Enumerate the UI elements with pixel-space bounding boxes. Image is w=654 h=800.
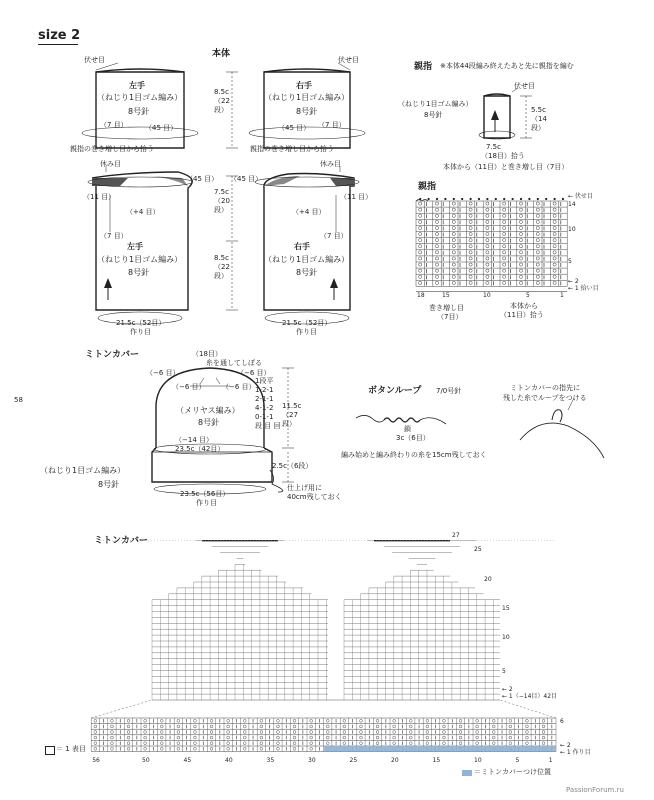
left-pickup-note: 親指の巻き増し目から拾う (70, 145, 154, 153)
cover-dec-5: 0-1-1 (255, 413, 274, 421)
dim-bot: 8.5c（22段） (214, 254, 230, 280)
cover-rib-h: 2.5c（6段） (272, 462, 313, 470)
thumb-from-st: （11目）拾う (500, 311, 544, 319)
thumb-row14: 14 (568, 201, 576, 208)
cover-dec14: （−14 目） (175, 436, 213, 444)
loop-tip-note2: 残した糸でループをつける (503, 394, 587, 402)
right-top-pattern: （ねじり1目ゴム編み） (264, 93, 350, 102)
left-top-name: 左手 (129, 81, 145, 90)
dim-top: 8.5c（22段） (214, 88, 230, 114)
thumb-width: 7.5c (486, 143, 501, 151)
cover-rib-pattern: （ねじり1目ゴム編み） (40, 466, 126, 475)
thumb-col10: 10 (483, 292, 491, 299)
cc-row20: 20 (484, 576, 492, 583)
thumb-chart-cast-off: ← 伏せ目 (568, 193, 593, 200)
cover-pattern: （メリヤス編み） (176, 406, 240, 415)
cover-dec-2: 1-2-1 (255, 386, 274, 394)
thumb-col15: 15 (442, 292, 450, 299)
left-width: 21.5c（52目） (116, 319, 166, 327)
page-number: 58 (14, 396, 23, 404)
loop-size: 3c（6目） (396, 434, 430, 442)
right-make: 作り目 (296, 328, 317, 336)
cc-rib6: 6 (560, 718, 564, 725)
cover-dec6c: （−6 目） (172, 383, 206, 391)
cover-rib-needle: 8号針 (98, 480, 120, 489)
dim-mid: 7.5c（20段） (214, 188, 230, 214)
cover-chart-col-5: 5 (515, 757, 520, 764)
legend-blue-box (462, 770, 472, 776)
left-rest: 休み目 (100, 160, 121, 168)
thumb-wrap-st: （7目） (437, 313, 463, 321)
loop-tip-note1: ミトンカバーの指先に (510, 384, 580, 392)
left-st7: （7 目） (100, 121, 128, 129)
cover-mid: 23.5c（42目） (175, 445, 225, 453)
cc-row5: 5 (502, 668, 506, 675)
thumb-row5: 5 (568, 258, 572, 265)
legend-knit: ＝ 1 表目 (56, 745, 86, 753)
cover-width: 23.5c（56目） (180, 490, 230, 498)
cover-chart-col-10: 10 (474, 757, 482, 764)
right-top-needle: 8号針 (296, 107, 318, 116)
thumb-height: 5.5c（14段） (531, 106, 547, 132)
loop-note: 編み始めと編み終わりの糸を15cm残しておく (341, 451, 487, 459)
thumb-wrap: 巻き増し目 (429, 304, 464, 312)
right-st7: （7 目） (318, 121, 346, 129)
thumb-heading: 親指 (414, 62, 433, 72)
cover-dec-6: 段 目 回 (255, 422, 281, 430)
left-bot-pattern: （ねじり1目ゴム編み） (97, 255, 183, 264)
thumb-pattern: （ねじり1目ゴム編み） (398, 100, 473, 108)
cover-chart-col-20: 20 (391, 757, 399, 764)
left-st7-b: （7 目） (100, 232, 128, 240)
cover-chart-col-35: 35 (266, 757, 275, 764)
left-bot-needle: 8号針 (128, 268, 150, 277)
cover-dec-1: 1段平 (255, 377, 274, 385)
thumb-chart-heading: 親指 (418, 182, 437, 192)
thumb-col1: 1 (560, 292, 564, 299)
cover-heading: ミトンカバー (85, 350, 140, 360)
cover-finish2: 40cm残しておく (287, 493, 342, 501)
right-width: 21.5c（52目） (282, 319, 332, 327)
cover-finish: 仕上げ用に (287, 484, 322, 492)
right-rest: 休み目 (320, 160, 341, 168)
cover-needle: 8号針 (198, 418, 220, 427)
right-st45: （45 目） (278, 124, 311, 132)
thumb-row10: 10 (568, 226, 576, 233)
left-st45-b: （45 目） (186, 175, 219, 183)
right-bot-pattern: （ねじり1目ゴム編み） (264, 255, 350, 264)
right-bot-name: 右手 (294, 242, 310, 251)
left-make: 作り目 (130, 328, 151, 336)
cover-dec-4: 4-1-2 (255, 404, 274, 412)
left-cast-off: 伏せ目 (84, 56, 105, 64)
left-bot-name: 左手 (127, 242, 143, 251)
thumb-col18: 18 (417, 292, 425, 299)
cc-row2: ← 2 (502, 686, 513, 693)
left-top-needle: 8号針 (128, 107, 150, 116)
right-pickup-note: 親指の巻き増し目から拾う (250, 145, 334, 153)
cc-row27: 27 (452, 532, 460, 539)
thumb-row1: ← 1 拾い目 (568, 285, 599, 292)
loop-heading: ボタンループ (368, 386, 422, 396)
thumb-width-st: （18目）拾う (481, 152, 525, 160)
cover-top-note: 糸を通してしぼる (206, 359, 262, 367)
thumb-note: ※本体44段編み終えたあと先に親指を編む (440, 62, 574, 70)
cover-chart-col-25: 25 (349, 757, 358, 764)
right-bot-needle: 8号針 (296, 268, 318, 277)
cc-row1: ← 1（−14目）42目 (502, 693, 558, 700)
legend-knit-box (45, 746, 55, 755)
cc-row25: 25 (474, 546, 482, 553)
cover-dec6b: （−6 目） (237, 369, 271, 377)
cover-chart-col-40: 40 (225, 757, 233, 764)
cover-chart-col-30: 30 (308, 757, 316, 764)
thumb-from: 本体から (510, 302, 538, 310)
thumb-needle: 8号針 (424, 111, 443, 119)
cover-dec-3: 2-1-1 (255, 395, 274, 403)
cover-chart-col-1: 1 (548, 757, 553, 764)
thumb-col5: 5 (526, 292, 530, 299)
left-top-pattern: （ねじり1目ゴム編み） (97, 93, 183, 102)
cover-top-st: （18目） (192, 350, 222, 358)
cover-chart-heading: ミトンカバー (94, 536, 149, 546)
legend-blue: ＝ミトンカバーつけ位置 (474, 768, 551, 776)
cover-chart-col-15: 15 (432, 757, 441, 764)
cover-height: 11.5c（27段） (282, 402, 302, 428)
cover-dec6d: （−6 目） (222, 383, 256, 391)
right-st7-b: （7 目） (320, 232, 348, 240)
cc-row10: 10 (502, 634, 510, 641)
left-plus4: （+4 目） (126, 208, 160, 216)
left-st11: （11 目） (83, 193, 116, 201)
thumb-pickup: 本体から（11目）と巻き増し目（7目） (443, 163, 569, 171)
thumb-cast-off: 伏せ目 (514, 82, 535, 90)
loop-needle: 7/0号針 (436, 387, 462, 395)
cover-chart-col-56: 56 (92, 757, 100, 764)
watermark: PassionForum.ru (566, 786, 624, 794)
cover-chart-col-45: 45 (183, 757, 192, 764)
cc-rib1: ← 1 作り目 (560, 749, 591, 756)
cover-dec6a: （−6 目） (146, 369, 180, 377)
right-top-name: 右手 (296, 81, 312, 90)
cc-row15: 15 (502, 605, 510, 612)
cover-make: 作り目 (196, 499, 217, 507)
right-st11: （11 目） (340, 193, 373, 201)
right-cast-off: 伏せ目 (338, 56, 359, 64)
cc-rib2: ← 2 (560, 742, 571, 749)
cover-chart-col-50: 50 (142, 757, 150, 764)
left-st45: （45 目） (145, 124, 178, 132)
thumb-row2: ← 2 (568, 278, 579, 285)
loop-chain: 鎖 (404, 425, 411, 433)
honntai-heading: 本体 (212, 49, 231, 59)
right-st45-b: （45 目） (230, 175, 263, 183)
right-plus4: （+4 目） (292, 208, 326, 216)
page-title: size 2 (38, 28, 81, 43)
